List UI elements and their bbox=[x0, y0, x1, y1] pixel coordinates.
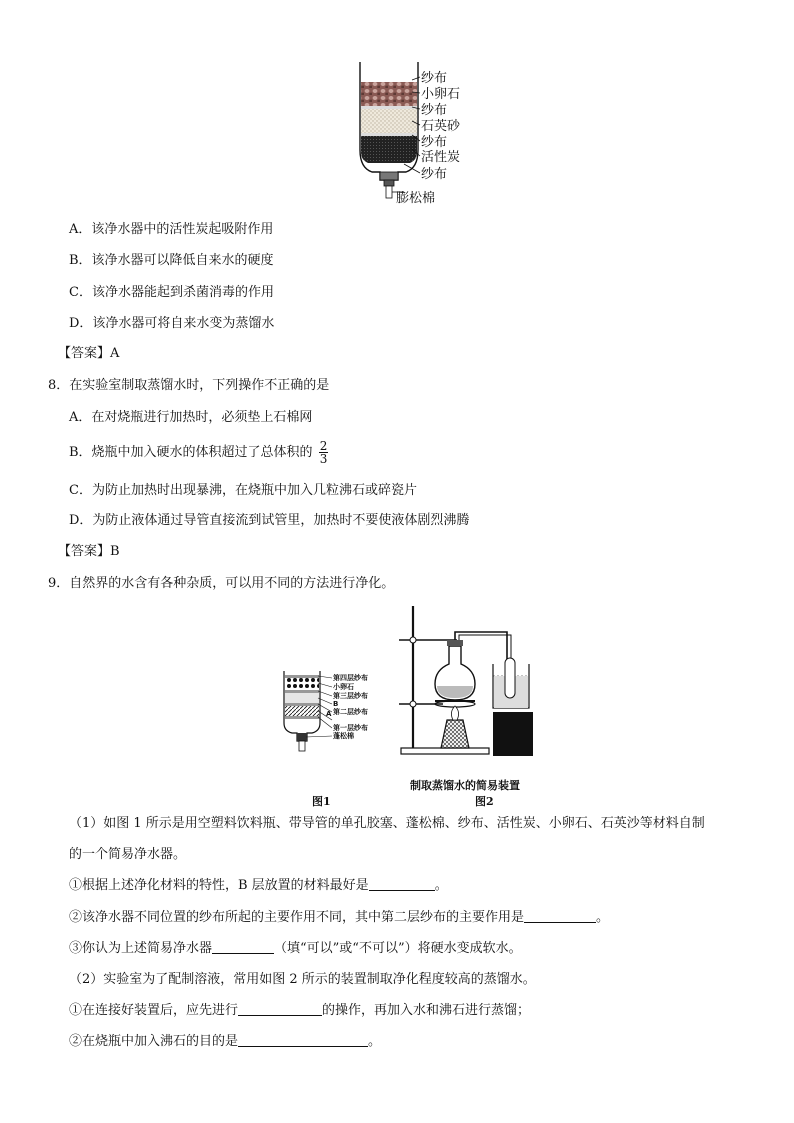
answer-blank-hard-water[interactable] bbox=[212, 941, 274, 954]
q9-part1-q3-end: （填“可以”或“不可以”）将硬水变成软水。 bbox=[274, 941, 522, 956]
water-filter-figure bbox=[300, 60, 500, 210]
label-gauze-1: 纱布 bbox=[421, 71, 448, 86]
label-pebbles: 小卵石 bbox=[421, 87, 461, 102]
simple-purifier-figure bbox=[280, 665, 390, 755]
fig1-label-cotton: 蓬松棉 bbox=[333, 732, 354, 740]
fraction-numerator: 2 bbox=[319, 439, 328, 453]
q9-part1-q2-text: ②该净水器不同位置的纱布所起的主要作用不同，其中第二层纱布的主要作用是 bbox=[69, 910, 525, 925]
q9-part2-q2 bbox=[69, 1034, 381, 1050]
answer-blank-second-gauze[interactable] bbox=[524, 910, 596, 923]
fig2-label: 图2 bbox=[475, 795, 494, 808]
q9-part1-q1-text: ①根据上述净化材料的特性，B 层放置的材料最好是 bbox=[69, 878, 369, 893]
distillation-apparatus-figure bbox=[395, 602, 545, 762]
fig1-label-a: A bbox=[326, 710, 332, 718]
fig1-label-layer4: 第四层纱布 bbox=[333, 674, 368, 682]
answer-blank-boiling-chips[interactable] bbox=[238, 1034, 368, 1047]
label-cotton: 膨松棉 bbox=[396, 191, 436, 206]
answer-blank-operation[interactable] bbox=[238, 1003, 322, 1016]
q9-part1-q3 bbox=[69, 941, 522, 957]
q7-option-a: A．该净水器中的活性炭起吸附作用 bbox=[69, 222, 274, 237]
q7-answer: 【答案】A bbox=[58, 346, 120, 361]
fig1-label-pebbles: 小卵石 bbox=[333, 683, 354, 691]
q8-option-d: D．为防止液体通过导管直接流到试管里，加热时不要使液体剧烈沸腾 bbox=[69, 513, 470, 528]
q9-stem: 9．自然界的水含有各种杂质，可以用不同的方法进行净化。 bbox=[48, 576, 395, 591]
answer-blank-b-layer[interactable] bbox=[369, 878, 435, 891]
q8-option-c: C．为防止加热时出现暴沸，在烧瓶中加入几粒沸石或碎瓷片 bbox=[69, 483, 417, 498]
q9-part1-intro-line1: （1）如图 1 所示是用空塑料饮料瓶、带导管的单孔胶塞、蓬松棉、纱布、活性炭、小卵石、石英沙等材料自制 bbox=[69, 816, 705, 831]
q9-part1-q1-end: 。 bbox=[434, 878, 448, 893]
q7-option-d: D．该净水器可将自来水变为蒸馏水 bbox=[69, 316, 275, 331]
q7-option-b: B．该净水器可以降低自来水的硬度 bbox=[69, 253, 274, 268]
q8-answer: 【答案】B bbox=[58, 544, 120, 559]
label-quartz-sand: 石英砂 bbox=[421, 119, 461, 134]
fig2-caption: 制取蒸馏水的简易装置 bbox=[410, 779, 520, 792]
fig1-label: 图1 bbox=[312, 795, 331, 808]
label-activated-carbon: 活性炭 bbox=[421, 150, 461, 165]
fig1-label-b: B bbox=[333, 700, 339, 708]
q8-option-b-text: B．烧瓶中加入硬水的体积超过了总体积的 bbox=[69, 445, 313, 460]
fig1-label-layer1: 第一层纱布 bbox=[333, 724, 368, 732]
q8-option-b bbox=[69, 440, 328, 465]
q9-part2-q1-text: ①在连接好装置后，应先进行 bbox=[69, 1003, 239, 1018]
q8-stem: 8．在实验室制取蒸馏水时，下列操作不正确的是 bbox=[48, 378, 330, 393]
q9-part1-q1 bbox=[69, 878, 448, 894]
q9-part1-intro-line2: 的一个简易净水器。 bbox=[69, 847, 187, 862]
label-gauze-4: 纱布 bbox=[421, 167, 448, 182]
label-gauze-2: 纱布 bbox=[421, 103, 448, 118]
q9-part1-q3-text: ③你认为上述简易净水器 bbox=[69, 941, 213, 956]
label-gauze-3: 纱布 bbox=[421, 135, 448, 150]
q9-part2-q2-text: ②在烧瓶中加入沸石的目的是 bbox=[69, 1034, 239, 1049]
q9-part1-q2 bbox=[69, 910, 609, 926]
q9-part2-q1-end: 的操作，再加入水和沸石进行蒸馏； bbox=[322, 1003, 531, 1018]
fig1-label-layer2: 第二层纱布 bbox=[333, 708, 368, 716]
q9-part2-q1 bbox=[69, 1003, 530, 1019]
q9-part1-q2-end: 。 bbox=[596, 910, 610, 925]
fig1-label-layer3: 第三层纱布 bbox=[333, 692, 368, 700]
q8-option-a: A．在对烧瓶进行加热时，必须垫上石棉网 bbox=[69, 410, 313, 425]
q9-part2-intro: （2）实验室为了配制溶液，常用如图 2 所示的装置制取净化程度较高的蒸馏水。 bbox=[69, 972, 536, 987]
fraction-two-thirds bbox=[319, 440, 329, 465]
fraction-denominator: 3 bbox=[319, 452, 328, 466]
q9-part2-q2-end: 。 bbox=[368, 1034, 382, 1049]
q7-option-c: C．该净水器能起到杀菌消毒的作用 bbox=[69, 285, 274, 300]
